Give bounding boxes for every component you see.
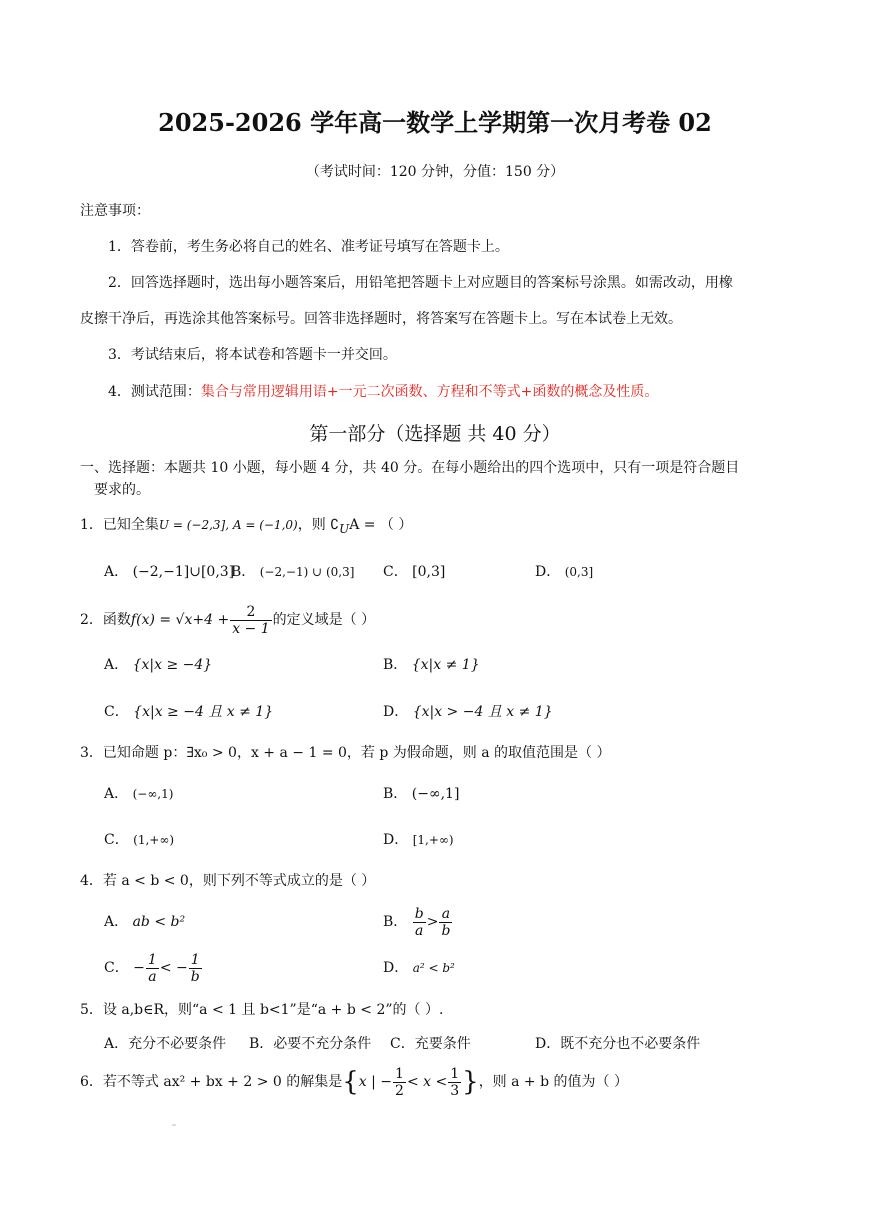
test-scope: 集合与常用逻辑用语+一元二次函数、方程和不等式+函数的概念及性质。	[200, 384, 659, 400]
question-5-stem: 5．设 a,b∈R，则“a < 1 且 b<1”是“a + b < 2”的（ ）.	[80, 1002, 444, 1018]
q2-fraction-num: 2	[230, 604, 271, 621]
option-label: A．	[104, 914, 129, 930]
option-label: B．	[383, 786, 408, 802]
option-label: B．	[231, 564, 256, 580]
q1-stem-text: 1．已知全集	[80, 517, 159, 533]
option-value: {x|x ≠ 1}	[411, 657, 480, 673]
question-1-stem	[80, 515, 412, 539]
option-label: A．	[104, 657, 129, 673]
option-value: [1,+∞)	[412, 833, 454, 847]
option-label: C．	[104, 704, 129, 720]
q2-fraction-den: x − 1	[232, 620, 270, 637]
q4-b-op: >	[426, 914, 439, 930]
q6-mid: < x <	[406, 1074, 448, 1090]
question-4-stem: 4．若 a < b < 0，则下列不等式成立的是（ ）	[80, 873, 376, 889]
note-item-2-line-2: 皮擦干净后，再选涂其他答案标号。回答非选择题时，将答案写在答题卡上。写在本试卷上无效。	[80, 311, 682, 327]
option-value: (0,3]	[564, 565, 594, 579]
q5-option-b[interactable]: B．必要不充分条件	[249, 1036, 372, 1052]
option-value: [0,3]	[412, 564, 446, 580]
page-mark	[172, 1124, 176, 1126]
q2-option-b[interactable]	[383, 655, 480, 675]
q4-option-a[interactable]	[104, 912, 185, 932]
note-item-4-label: 4．测试范围：	[108, 384, 201, 400]
note-item-3: 3．考试结束后，将本试卷和答题卡一并交回。	[108, 347, 397, 363]
section-intro-line-2: 要求的。	[94, 482, 150, 498]
page-title: 2025-2026 学年高一数学上学期第一次月考卷 02	[158, 108, 712, 137]
q4-b-frac-2	[439, 906, 452, 939]
question-3-stem: 3．已知命题 p：∃x₀ > 0，x + a − 1 = 0，若 p 为假命题，则 a 的取值范围是（ ）	[80, 745, 611, 761]
q2-function: f(x) = √x+4 +	[130, 612, 230, 628]
q3-option-b[interactable]	[383, 784, 459, 804]
left-brace-icon: {	[342, 1067, 359, 1097]
option-value: (−2,−1]∪[0,3]	[132, 564, 235, 580]
q1-option-b[interactable]	[231, 562, 354, 582]
option-value: (1,+∞)	[133, 833, 175, 847]
q6-set-pre: x | −	[358, 1074, 393, 1090]
q4-option-d[interactable]	[383, 958, 455, 978]
q1-tail2: A = （ ）	[349, 517, 413, 533]
frac-num: a	[439, 906, 452, 923]
option-label: D．	[383, 832, 409, 848]
q1-math: U = (−2,3], A = (−1,0)	[158, 518, 298, 532]
option-label: B．	[383, 657, 408, 673]
q3-option-d[interactable]	[383, 830, 454, 850]
frac-num: 1	[147, 951, 157, 968]
q2-stem-text: 2．函数	[80, 612, 131, 628]
section-intro-line-1: 一、选择题：本题共 10 小题，每小题 4 分，共 40 分。在每小题给出的四个选项中，只有一项是符合题目	[80, 460, 740, 476]
question-2-stem	[80, 600, 375, 640]
q6-stem-text: 6．若不等式 ax² + bx + 2 > 0 的解集是	[80, 1074, 343, 1090]
frac-den: 2	[395, 1082, 404, 1099]
frac-num: b	[414, 905, 424, 922]
option-value: {x|x > −4 且 x ≠ 1}	[412, 704, 553, 720]
q4-option-b[interactable]	[383, 902, 453, 942]
q4-c-frac-1	[146, 952, 159, 985]
q4-b-frac-1	[413, 906, 426, 939]
question-6-stem	[80, 1062, 628, 1102]
q6-tail: ，则 a + b 的值为（ ）	[478, 1074, 628, 1090]
note-item-2-line-1: 2．回答选择题时，选出每小题答案后，用铅笔把答题卡上对应题目的答案标号涂黑。如需改动，用橡	[108, 275, 733, 291]
q5-option-d[interactable]: D．既不充分也不必要条件	[535, 1036, 701, 1052]
option-value: {x|x ≥ −4}	[132, 657, 213, 673]
q6-frac-2	[448, 1066, 461, 1099]
option-label: C．	[383, 564, 408, 580]
option-label: C．	[104, 832, 129, 848]
q3-option-c[interactable]	[104, 830, 174, 850]
q2-option-c[interactable]	[104, 702, 273, 722]
q4-option-c[interactable]	[104, 948, 203, 988]
q4-c-op: < −	[159, 960, 188, 976]
option-label: B．	[383, 914, 408, 930]
note-item-1: 1．答卷前，考生务必将自己的姓名、准考证号填写在答题卡上。	[108, 239, 509, 255]
option-value: (−2,−1) ∪ (0,3]	[259, 565, 355, 579]
option-value: ab < b²	[132, 914, 186, 930]
q1-option-d[interactable]	[535, 562, 593, 582]
frac-den: b	[190, 968, 200, 985]
q5-option-a[interactable]: A．充分不必要条件	[104, 1036, 227, 1052]
frac-num: 1	[189, 952, 202, 969]
q2-fraction	[230, 604, 271, 637]
option-label: A．	[104, 786, 129, 802]
frac-den: b	[441, 922, 451, 939]
q6-frac-1	[393, 1066, 406, 1099]
option-label: C．	[104, 960, 129, 976]
notes-heading: 注意事项：	[80, 203, 150, 219]
q1-sub: U	[339, 521, 350, 536]
q2-tail: 的定义域是（ ）	[272, 612, 376, 628]
frac-den: 3	[450, 1082, 460, 1099]
frac-den: a	[415, 922, 424, 939]
q4-c-frac-2	[189, 952, 202, 985]
section-title: 第一部分（选择题 共 40 分）	[309, 423, 561, 445]
option-value: (−∞,1)	[132, 787, 174, 801]
q3-option-a[interactable]	[104, 784, 173, 804]
q1-option-a[interactable]	[104, 562, 234, 582]
option-value: (−∞,1]	[411, 786, 460, 802]
q5-option-c[interactable]: C．充要条件	[390, 1036, 471, 1052]
option-label: A．	[104, 564, 129, 580]
option-label: D．	[383, 960, 409, 976]
frac-num: 1	[450, 1065, 460, 1082]
exam-info: （考试时间：120 分钟，分值：150 分）	[305, 164, 565, 180]
frac-num: 1	[395, 1065, 404, 1082]
q1-tail: ，则 ∁	[297, 517, 340, 533]
q4-c-pre: −	[133, 960, 145, 976]
option-value: {x|x ≥ −4 且 x ≠ 1}	[133, 704, 274, 720]
q2-option-d[interactable]	[383, 702, 553, 722]
option-label: D．	[535, 564, 561, 580]
q2-option-a[interactable]	[104, 655, 212, 675]
right-brace-icon: }	[462, 1067, 479, 1097]
note-item-4	[108, 382, 658, 402]
q1-option-c[interactable]	[383, 562, 445, 582]
option-label: D．	[383, 704, 409, 720]
frac-den: a	[148, 968, 157, 985]
option-value: a² < b²	[412, 961, 455, 975]
